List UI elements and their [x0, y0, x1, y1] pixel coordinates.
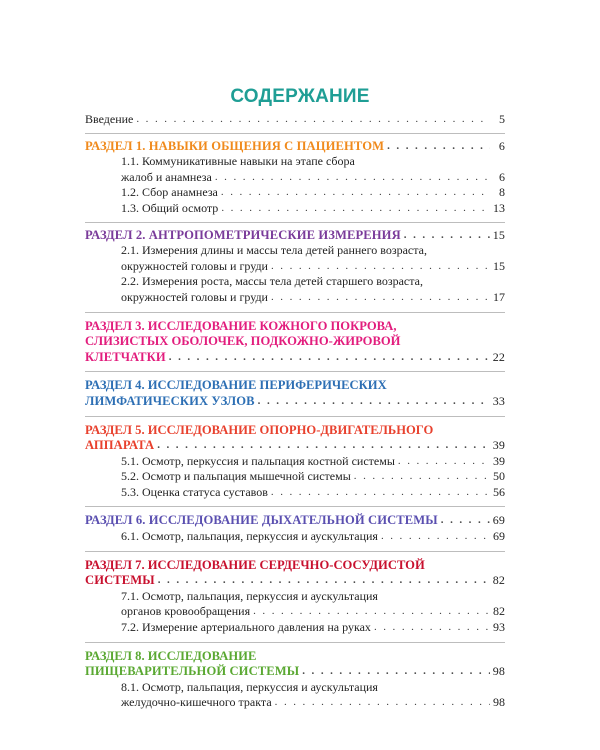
leader-dots — [374, 620, 490, 636]
page-number: 33 — [492, 393, 505, 408]
entry-label: 1.3. Общий осмотр — [121, 200, 219, 215]
page-number: 15 — [492, 227, 505, 242]
page-number: 13 — [493, 200, 505, 215]
toc-subsection-7-2[interactable] — [85, 620, 505, 636]
leader-dots — [271, 485, 490, 501]
divider — [85, 551, 505, 552]
toc-section-7-end[interactable] — [85, 573, 505, 589]
page-number: 98 — [492, 664, 505, 679]
toc-entry-intro[interactable] — [85, 112, 505, 128]
table-of-contents — [85, 112, 505, 711]
toc-subsection-6-1[interactable] — [85, 529, 505, 545]
toc-section-4[interactable]: РАЗДЕЛ 4. ИССЛЕДОВАНИЕ ПЕРИФЕРИЧЕСКИХ — [85, 378, 387, 393]
entry-label: Введение — [85, 112, 134, 126]
page-number: 8 — [499, 185, 505, 200]
toc-section-2[interactable] — [85, 228, 505, 244]
leader-dots — [398, 454, 490, 470]
section-title: РАЗДЕЛ 1. НАВЫКИ ОБЩЕНИЯ С ПАЦИЕНТОМ — [85, 138, 385, 153]
toc-subsection-8-1[interactable]: 8.1. Осмотр, пальпация, перкуссия и аускультация — [121, 679, 378, 694]
toc-section-3-end[interactable] — [85, 350, 505, 366]
toc-subsection-5-1[interactable] — [85, 454, 505, 470]
entry-label: 5.1. Осмотр, перкуссия и пальпация костной системы — [121, 453, 395, 468]
divider — [85, 416, 505, 417]
leader-dots — [441, 513, 490, 529]
leader-dots — [275, 695, 490, 711]
leader-dots — [215, 170, 490, 186]
page-number: 50 — [493, 469, 505, 484]
toc-section-5[interactable]: РАЗДЕЛ 5. ИССЛЕДОВАНИЕ ОПОРНО-ДВИГАТЕЛЬНОГО — [85, 422, 434, 437]
section-title: ЛИМФАТИЧЕСКИХ УЗЛОВ — [85, 393, 255, 408]
entry-label: 5.2. Осмотр и пальпация мышечной системы — [121, 469, 351, 484]
leader-dots — [271, 290, 490, 306]
divider — [85, 371, 505, 372]
divider — [85, 642, 505, 643]
section-title: АППАРАТА — [85, 438, 155, 453]
entry-label: 7.2. Измерение артериального давления на руках — [121, 620, 371, 635]
toc-section-3-cont[interactable]: СЛИЗИСТЫХ ОБОЛОЧЕК, ПОДКОЖНО-ЖИРОВОЙ — [85, 334, 401, 349]
page-number: 98 — [493, 695, 505, 710]
toc-subsection-1-2[interactable] — [85, 185, 505, 201]
leader-dots — [302, 664, 490, 680]
entry-label: желудочно-кишечного тракта — [121, 695, 272, 710]
leader-dots — [253, 604, 490, 620]
page-number: 69 — [492, 513, 505, 528]
toc-section-8-end[interactable] — [85, 664, 505, 680]
toc-subsection-1-1-cont[interactable] — [85, 170, 505, 186]
entry-label: окружностей головы и груди — [121, 258, 268, 273]
page-number: 93 — [493, 620, 505, 635]
page-number: 17 — [493, 289, 505, 304]
toc-subsection-1-3[interactable] — [85, 201, 505, 217]
leader-dots — [221, 201, 490, 217]
page-number: 69 — [493, 529, 505, 544]
divider — [85, 312, 505, 313]
page-number: 6 — [498, 138, 505, 153]
page-number: 22 — [492, 349, 505, 364]
page-number: 82 — [493, 604, 505, 619]
section-title: РАЗДЕЛ 2. АНТРОПОМЕТРИЧЕСКИЕ ИЗМЕРЕНИЯ — [85, 227, 401, 242]
toc-section-1[interactable] — [85, 139, 505, 155]
page-number: 56 — [493, 484, 505, 499]
entry-label: органов кровообращения — [121, 604, 251, 619]
entry-label: 6.1. Осмотр, пальпация, перкуссия и аускультация — [121, 529, 378, 544]
leader-dots — [158, 573, 490, 589]
page-title: СОДЕРЖАНИЕ — [230, 86, 370, 107]
entry-label: 1.2. Сбор анамнеза — [121, 185, 218, 200]
toc-subsection-8-1-cont[interactable] — [85, 695, 505, 711]
leader-dots — [381, 529, 490, 545]
toc-subsection-2-2[interactable]: 2.2. Измерения роста, массы тела детей старшего возраста, — [121, 274, 423, 289]
entry-label: 5.3. Оценка статуса суставов — [121, 484, 268, 499]
leader-dots — [404, 228, 490, 244]
page-number: 39 — [492, 438, 505, 453]
page-number: 5 — [499, 112, 505, 126]
leader-dots — [354, 469, 490, 485]
toc-subsection-2-2-cont[interactable] — [85, 290, 505, 306]
toc-section-3[interactable]: РАЗДЕЛ 3. ИССЛЕДОВАНИЕ КОЖНОГО ПОКРОВА, — [85, 318, 397, 333]
toc-subsection-5-2[interactable] — [85, 469, 505, 485]
page-number: 6 — [499, 169, 505, 184]
page-number: 39 — [493, 453, 505, 468]
page-number: 15 — [493, 258, 505, 273]
toc-subsection-7-1-cont[interactable] — [85, 604, 505, 620]
leader-dots — [387, 139, 490, 155]
toc-section-5-end[interactable] — [85, 438, 505, 454]
leader-dots — [157, 438, 490, 454]
toc-section-8[interactable]: РАЗДЕЛ 8. ИССЛЕДОВАНИЕ — [85, 648, 257, 663]
page-number: 82 — [492, 573, 505, 588]
section-title: СИСТЕМЫ — [85, 573, 155, 588]
toc-section-4-end[interactable] — [85, 394, 505, 410]
leader-dots — [169, 350, 490, 366]
toc-subsection-1-1[interactable]: 1.1. Коммуникативные навыки на этапе сбора — [121, 154, 355, 169]
leader-dots — [136, 112, 490, 128]
entry-label: окружностей головы и груди — [121, 289, 268, 304]
leader-dots — [221, 185, 490, 201]
divider — [85, 133, 505, 134]
toc-subsection-5-3[interactable] — [85, 485, 505, 501]
entry-label: жалоб и анамнеза — [121, 169, 212, 184]
section-title: ПИЩЕВАРИТЕЛЬНОЙ СИСТЕМЫ — [85, 664, 300, 679]
toc-section-6[interactable] — [85, 513, 505, 529]
leader-dots — [258, 394, 490, 410]
section-title: РАЗДЕЛ 6. ИССЛЕДОВАНИЕ ДЫХАТЕЛЬНОЙ СИСТЕМЫ — [85, 513, 438, 528]
toc-section-7[interactable]: РАЗДЕЛ 7. ИССЛЕДОВАНИЕ СЕРДЕЧНО-СОСУДИСТОЙ — [85, 557, 425, 572]
toc-subsection-7-1[interactable]: 7.1. Осмотр, пальпация, перкуссия и аускультация — [121, 588, 378, 603]
toc-subsection-2-1-cont[interactable] — [85, 259, 505, 275]
leader-dots — [271, 259, 490, 275]
section-title: КЛЕТЧАТКИ — [85, 349, 166, 364]
divider — [85, 506, 505, 507]
divider — [85, 222, 505, 223]
toc-subsection-2-1[interactable]: 2.1. Измерения длины и массы тела детей раннего возраста, — [121, 243, 427, 258]
